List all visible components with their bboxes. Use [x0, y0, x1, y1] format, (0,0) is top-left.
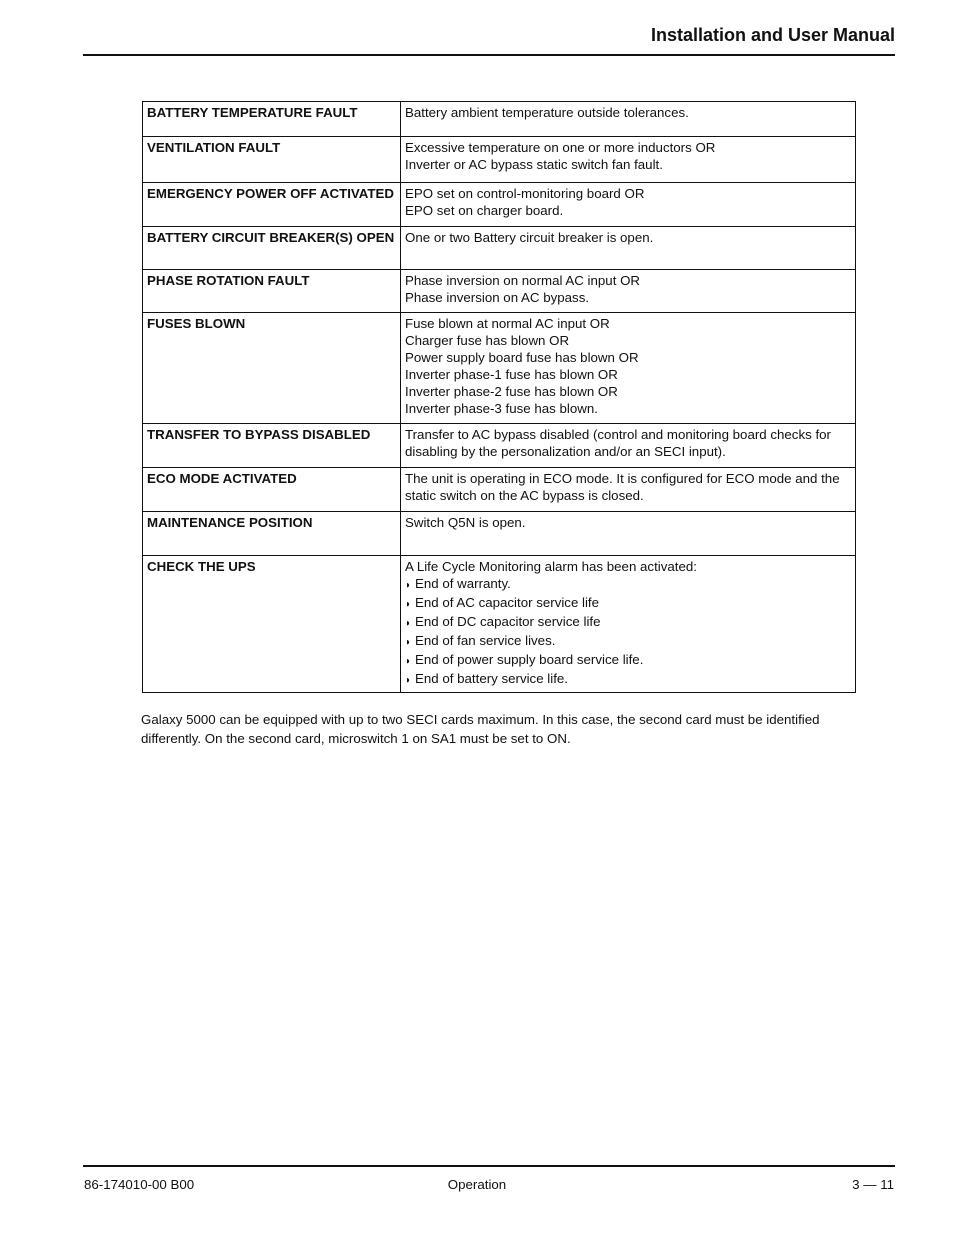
alarm-name: CHECK THE UPS	[143, 556, 401, 693]
alarm-name: FUSES BLOWN	[143, 313, 401, 424]
bullet-icon: ◗	[405, 599, 412, 610]
bullet-icon: ◗	[405, 656, 412, 667]
footer-doc-number: 86-174010-00 B00	[84, 1177, 195, 1192]
description-line: Phase inversion on AC bypass.	[405, 290, 590, 305]
bullet-icon: ◗	[405, 675, 412, 686]
bullet-item	[405, 670, 851, 689]
alarm-description	[401, 313, 856, 424]
bullet-text: End of warranty.	[415, 576, 511, 591]
alarm-name: EMERGENCY POWER OFF ACTIVATED	[143, 183, 401, 227]
table-row	[143, 227, 856, 270]
description-line: Inverter or AC bypass static switch fan fault.	[405, 157, 663, 172]
alarm-description	[401, 424, 856, 468]
bullet-text: End of AC capacitor service life	[415, 595, 600, 610]
description-line: One or two Battery circuit breaker is open.	[405, 230, 654, 245]
table-row	[143, 102, 856, 137]
description-line: Battery ambient temperature outside tolerances.	[405, 105, 689, 120]
alarm-description	[401, 512, 856, 556]
description-line: Inverter phase-3 fuse has blown.	[405, 401, 598, 416]
seci-note: Galaxy 5000 can be equipped with up to two SECI cards maximum. In this case, the second card must be identified differently. On the second card, microswitch 1 on SA1 must be set to ON.	[141, 712, 820, 746]
description-line: Charger fuse has blown OR	[405, 333, 570, 348]
table-row	[143, 556, 856, 693]
footer-rule	[83, 1165, 895, 1167]
bullet-text: End of power supply board service life.	[415, 652, 644, 667]
table-row	[143, 183, 856, 227]
table-row	[143, 468, 856, 512]
alarm-description	[401, 468, 856, 512]
bullet-text: End of battery service life.	[415, 671, 568, 686]
description-line: Excessive temperature on one or more inductors OR	[405, 140, 716, 155]
alarm-name: MAINTENANCE POSITION	[143, 512, 401, 556]
description-line: Power supply board fuse has blown OR	[405, 350, 639, 365]
bullet-item	[405, 651, 851, 670]
description-line: Switch Q5N is open.	[405, 515, 526, 530]
table-row	[143, 313, 856, 424]
header-rule	[83, 54, 895, 56]
alarm-name: VENTILATION FAULT	[143, 137, 401, 183]
alarm-name: TRANSFER TO BYPASS DISABLED	[143, 424, 401, 468]
alarm-table-body	[143, 102, 856, 693]
table-row	[143, 424, 856, 468]
table-row	[143, 137, 856, 183]
alarm-description	[401, 270, 856, 313]
bullet-text: End of fan service lives.	[415, 633, 556, 648]
alarm-description	[401, 556, 856, 693]
description-line: A Life Cycle Monitoring alarm has been activated:	[405, 559, 697, 574]
table-row	[143, 512, 856, 556]
description-line: Inverter phase-1 fuse has blown OR	[405, 367, 618, 382]
footer-page-number: 3 — 11	[852, 1177, 894, 1192]
alarm-description	[401, 227, 856, 270]
alarm-description	[401, 183, 856, 227]
bullet-icon: ◗	[405, 580, 412, 591]
bullet-icon: ◗	[405, 618, 412, 629]
description-line: Inverter phase-2 fuse has blown OR	[405, 384, 618, 399]
alarm-name: BATTERY TEMPERATURE FAULT	[143, 102, 401, 137]
description-line: EPO set on control-monitoring board OR	[405, 186, 645, 201]
footer-section: Operation	[447, 1177, 507, 1192]
alarm-name: PHASE ROTATION FAULT	[143, 270, 401, 313]
description-line: Phase inversion on normal AC input OR	[405, 273, 641, 288]
bullet-icon: ◗	[405, 637, 412, 648]
description-line: Transfer to AC bypass disabled (control and monitoring board checks for disabling by the personalization and/or an SECI input).	[405, 427, 831, 459]
alarm-description	[401, 102, 856, 137]
alarm-name: ECO MODE ACTIVATED	[143, 468, 401, 512]
bullet-text: End of DC capacitor service life	[415, 614, 601, 629]
description-line: The unit is operating in ECO mode. It is configured for ECO mode and the static switch on the AC bypass is closed.	[405, 471, 840, 503]
page-header-title: Installation and User Manual	[650, 25, 895, 45]
bullet-item	[405, 594, 851, 613]
alarm-description	[401, 137, 856, 183]
table-row	[143, 270, 856, 313]
alarm-table	[142, 101, 856, 693]
bullet-item	[405, 613, 851, 632]
description-line: EPO set on charger board.	[405, 203, 564, 218]
bullet-item	[405, 632, 851, 651]
description-line: Fuse blown at normal AC input OR	[405, 316, 610, 331]
bullet-item	[405, 575, 851, 594]
alarm-name: BATTERY CIRCUIT BREAKER(S) OPEN	[143, 227, 401, 270]
